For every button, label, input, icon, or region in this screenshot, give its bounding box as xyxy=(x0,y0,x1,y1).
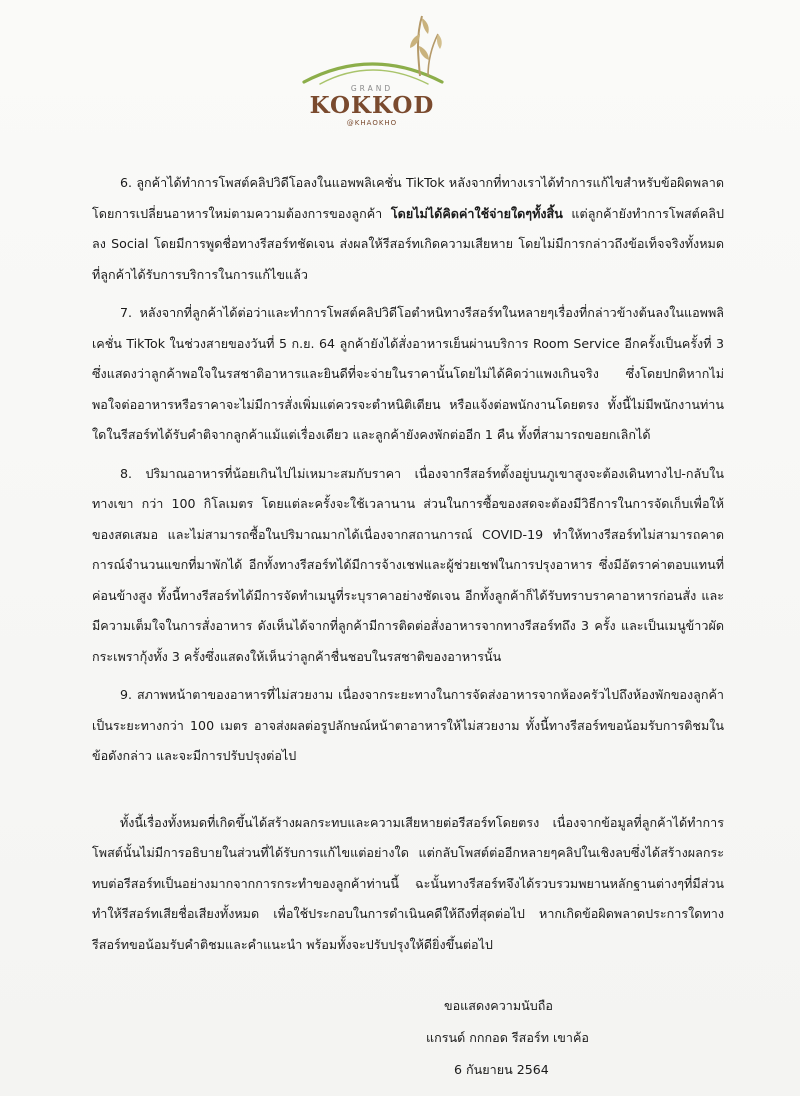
paragraph-6-emphasis: โดยไม่ได้คิดค่าใช้จ่ายใดๆทั้งสิ้น xyxy=(390,205,563,221)
paragraph-6 xyxy=(92,168,724,290)
logo-emblem-icon xyxy=(282,6,462,86)
logo-wordmark: KOKKOD xyxy=(309,92,435,119)
resort-logo xyxy=(282,6,462,136)
closing-regards: ขอแสดงความนับถือ xyxy=(444,998,553,1013)
letter-date: 6 กันยายน 2564 xyxy=(454,1062,549,1077)
paragraph-8: 8. ปริมาณอาหารที่น้อยเกินไปไม่เหมาะสมกับราคา เนื่องจากรีสอร์ทตั้งอยู่บนภูเขาสูงจะต้องเดินทางไป-กลับในทางเขา กว่า 100 กิโลเมตร โดยแต่ละครั้งจะใช้เวลานาน ส่วนในการซื้อของสดจะต้องมีวิธีการในการจัดเก็บเพื่อให้ของสดเสมอ และไม่สามารถซื้อในปริมาณมากได้เนื่องจากสถานการณ์ COVID-19 ทำให้ทางรีสอร์ทไม่สามารถคาดการณ์จำนวนแขกที่มาพักได้ อีกทั้งทางรีสอร์ทได้มีการจ้างเชฟและผู้ช่วยเชฟในการปรุงอาหาร ซึ่งมีอัตราค่าตอบแทนที่ค่อนข้างสูง ทั้งนี้ทางรีสอร์ทได้มีการจัดทำเมนูที่ระบุราคาอย่างชัดเจน อีกทั้งลูกค้าก็ได้รับทราบราคาอาหารก่อนสั่ง และมีความเต็มใจในการสั่งอาหาร ดังเห็นได้จากที่ลูกค้ามีการติดต่อสั่งอาหารจากทางรีสอร์ทถึง 3 ครั้ง และเป็นเมนูข้าวผัดกระเพรากุ้งทั้ง 3 ครั้งซึ่งแสดงให้เห็นว่าลูกค้าชื่นชอบในรสชาติของอาหารนั้น xyxy=(92,465,724,664)
paragraph-7: 7. หลังจากที่ลูกค้าได้ต่อว่าและทำการโพสต์คลิปวิดีโอตำหนิทางรีสอร์ทในหลายๆเรื่องที่กล่าวข้างต้นลงในแอพพลิเคชั่น TikTok ในช่วงสายของวันที่ 5 ก.ย. 64 ลูกค้ายังได้สั่งอาหารเย็นผ่านบริการ Room Service อีกครั้งเป็นครั้งที่ 3 ซึ่งแสดงว่าลูกค้าพอใจในรสชาติอาหารและยินดีที่จะจ่ายในราคานั้นโดยไม่ได้คิดว่าแพงเกินจริง ซึ่งโดยปกติหากไม่พอใจต่ออาหารหรือราคาจะไม่มีการสั่งเพิ่มแต่ควรจะตำหนิติเตียน หรือแจ้งต่อพนักงานโดยตรง ทั้งนี้ไม่มีพนักงานท่านใดในรีสอร์ทได้รับคำติจากลูกค้าแม้แต่เรื่องเดียว และลูกค้ายังคงพักต่ออีก 1 คืน ทั้งที่สามารถขอยกเลิกได้ xyxy=(92,305,724,442)
paragraph-6-text-a: 6. ลูกค้าได้ทำการโพสต์คลิปวิดีโอลงในแอพพลิเคชั่น TikTok หลังจากที่ทางเราได้ทำการแก้ไขสำหรับข้อผิดพลาดโดยการเปลี่ยนอาหารใหม่ตามความต้องการของลูกค้า xyxy=(92,175,724,221)
logo-grand-text: GRAND xyxy=(350,84,394,93)
statement-body xyxy=(92,168,724,960)
paragraph-6-text-b: แต่ลูกค้ายังทำการโพสต์คลิปลง Social โดยมีการพูดชื่อทางรีสอร์ทชัดเจน ส่งผลให้รีสอร์ทเกิดความเสียหาย โดยไม่มีการกล่าวถึงข้อเท็จจริงทั้งหมดที่ลูกค้าได้รับการบริการในการแก้ไขแล้ว xyxy=(92,205,724,282)
signer-name: แกรนด์ กกกอด รีสอร์ท เขาค้อ xyxy=(426,1030,589,1045)
logo-subtitle: @KHAOKHO xyxy=(346,119,398,127)
paragraph-9: 9. สภาพหน้าตาของอาหารที่ไม่สวยงาม เนื่องจากระยะทางในการจัดส่งอาหารจากห้องครัวไปถึงห้องพักของลูกค้าเป็นระยะทางกว่า 100 เมตร อาจส่งผลต่อรูปลักษณ์หน้าตาอาหารให้ไม่สวยงาม ทั้งนี้ทางรีสอร์ทขอน้อมรับการติชมในข้อดังกล่าว และจะมีการปรับปรุงต่อไป xyxy=(92,687,724,763)
summary-paragraph: ทั้งนี้เรื่องทั้งหมดที่เกิดขึ้นได้สร้างผลกระทบและความเสียหายต่อรีสอร์ทโดยตรง เนื่องจากข้อมูลที่ลูกค้าได้ทำการโพสต์นั้นไม่มีการอธิบายในส่วนที่ได้รับการแก้ไขแต่อย่างใด แต่กลับโพสต์ต่ออีกหลายๆคลิปในเชิงลบซึ่งได้สร้างผลกระทบต่อรีสอร์ทเป็นอย่างมากจากการกระทำของลูกค้าท่านนี้ ฉะนั้นทางรีสอร์ทจึงได้รวบรวมพยานหลักฐานต่างๆที่มีส่วนทำให้รีสอร์ทเสียชื่อเสียงทั้งหมด เพื่อใช้ประกอบในการดำเนินคดีให้ถึงที่สุดต่อไป หากเกิดข้อผิดพลาดประการใดทางรีสอร์ทขอน้อมรับคำติชมและคำแนะนำ พร้อมทั้งจะปรับปรุงให้ดียิ่งขึ้นต่อไป xyxy=(92,814,724,952)
signature-block xyxy=(426,990,686,1086)
